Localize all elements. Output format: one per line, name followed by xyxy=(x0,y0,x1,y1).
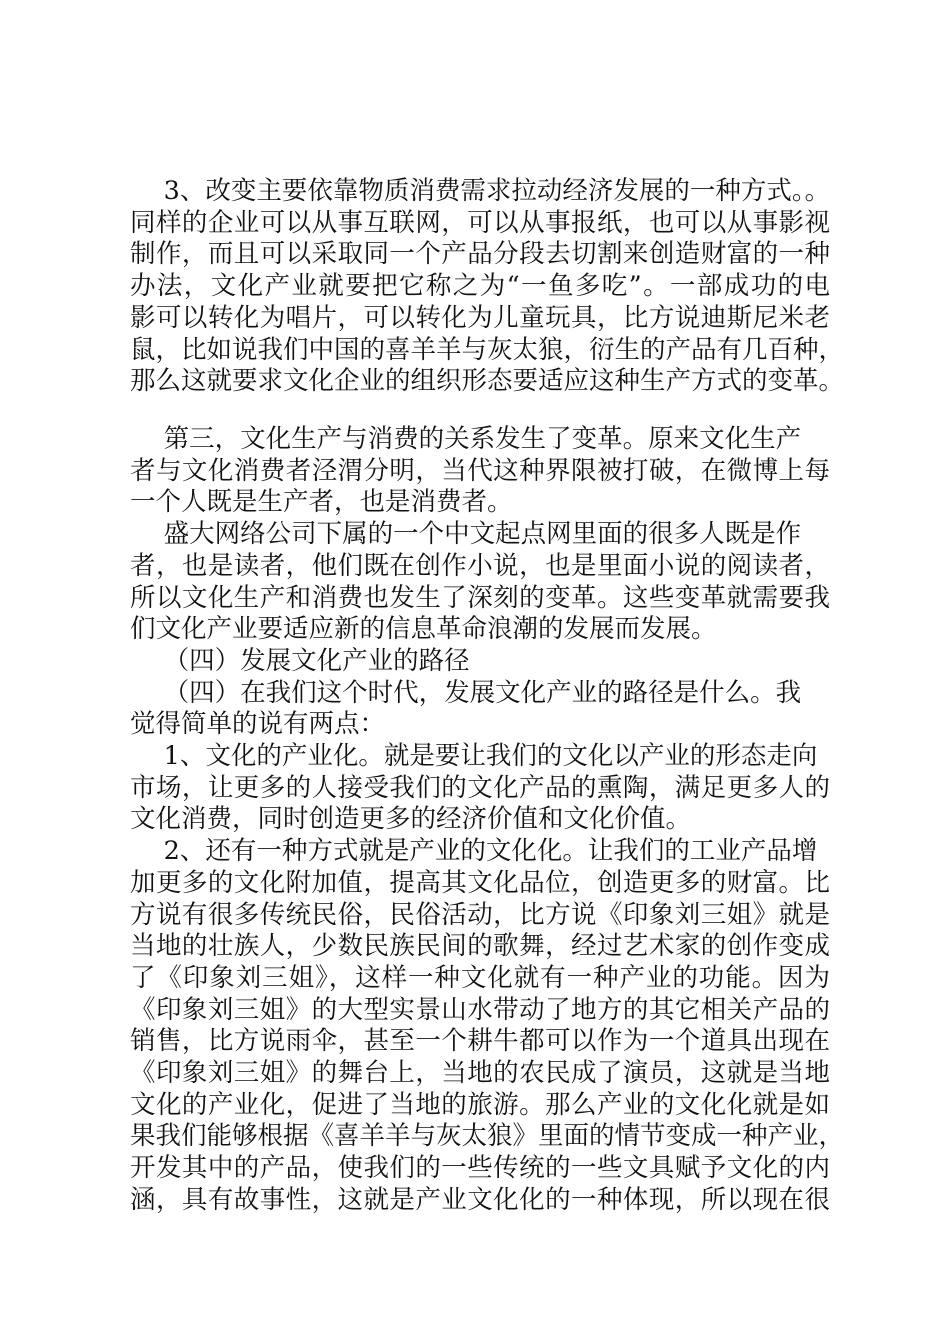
text-line: （四）在我们这个时代，发展文化产业的路径是什么。我 xyxy=(130,677,802,708)
text-line: 者与文化消费者泾渭分明，当代这种界限被打破，在微博上每 xyxy=(130,455,830,486)
text-line: 《印象刘三姐》的大型实景山水带动了地方的其它相关产品的 xyxy=(130,994,830,1025)
text-line: 制作，而且可以采取同一个产品分段去切割来创造财富的一种 xyxy=(130,239,830,270)
text-line: 办法，文化产业就要把它称之为“一鱼多吃”。一部成功的电 xyxy=(130,271,830,302)
text-line: 3、改变主要依靠物质消费需求拉动经济发展的一种方式。。 xyxy=(130,176,831,206)
text-line: 第三，文化生产与消费的关系发生了变革。原来文化生产 xyxy=(130,424,802,454)
text-line: 1、文化的产业化。就是要让我们的文化以产业的形态走向 xyxy=(130,741,818,772)
text-line: 们文化产业要适应新的信息革命浪潮的发展而发展。 xyxy=(130,614,717,645)
text-line: 涵，具有故事性，这就是产业文化化的一种体现，所以现在很 xyxy=(130,1184,830,1215)
text-line: 了《印象刘三姐》，这样一种文化就有一种产业的功能。因为 xyxy=(130,962,830,993)
text-line: 市场，让更多的人接受我们的文化产品的熏陶，满足更多人的 xyxy=(130,772,830,803)
text-line: 一个人既是生产者，也是消费者。 xyxy=(130,487,513,518)
paragraph-consumption-mode xyxy=(130,176,845,398)
text-line: 2、还有一种方式就是产业的文化化。让我们的工业产品增 xyxy=(130,836,818,867)
text-line: 文化的产业化，促进了当地的旅游。那么产业的文化化就是如 xyxy=(130,1089,830,1120)
text-line: 《印象刘三姐》的舞台上，当地的农民成了演员，这就是当地 xyxy=(130,1058,830,1089)
section-heading: （四）发展文化产业的路径 xyxy=(130,645,470,676)
text-line: 当地的壮族人，少数民族民间的歌舞，经过艺术家的创作变成 xyxy=(130,931,830,962)
text-line: 影可以转化为唱片，可以转化为儿童玩具，比方说迪斯尼米老 xyxy=(130,302,830,333)
text-line: 加更多的文化附加值，提高其文化品位，创造更多的财富。比 xyxy=(130,867,830,898)
text-line: 方说有很多传统民俗，民俗活动，比方说《印象刘三姐》就是 xyxy=(130,899,830,930)
text-line: 盛大网络公司下属的一个中文起点网里面的很多人既是作 xyxy=(130,519,802,550)
text-line: 那么这就要求文化企业的组织形态要适应这种生产方式的变革。 xyxy=(130,366,845,397)
text-line: 所以文化生产和消费也发生了深刻的变革。这些变革就需要我 xyxy=(130,582,830,613)
text-line: 销售，比方说雨伞，甚至一个耕牛都可以作为一个道具出现在 xyxy=(130,1026,830,1057)
text-line: 鼠，比如说我们中国的喜羊羊与灰太狼，衍生的产品有几百种， xyxy=(130,334,845,365)
paragraph-production-consumption xyxy=(130,424,845,1217)
text-line: 者，也是读者，他们既在创作小说，也是里面小说的阅读者， xyxy=(130,550,830,581)
text-line: 觉得简单的说有两点： xyxy=(130,709,386,740)
text-line: 同样的企业可以从事互联网，可以从事报纸，也可以从事影视 xyxy=(130,207,830,238)
text-line: 果我们能够根据《喜羊羊与灰太狼》里面的情节变成一种产业， xyxy=(130,1121,845,1152)
text-line: 文化消费，同时创造更多的经济价值和文化价值。 xyxy=(130,804,692,835)
text-line: 开发其中的产品，使我们的一些传统的一些文具赋予文化的内 xyxy=(130,1153,830,1184)
